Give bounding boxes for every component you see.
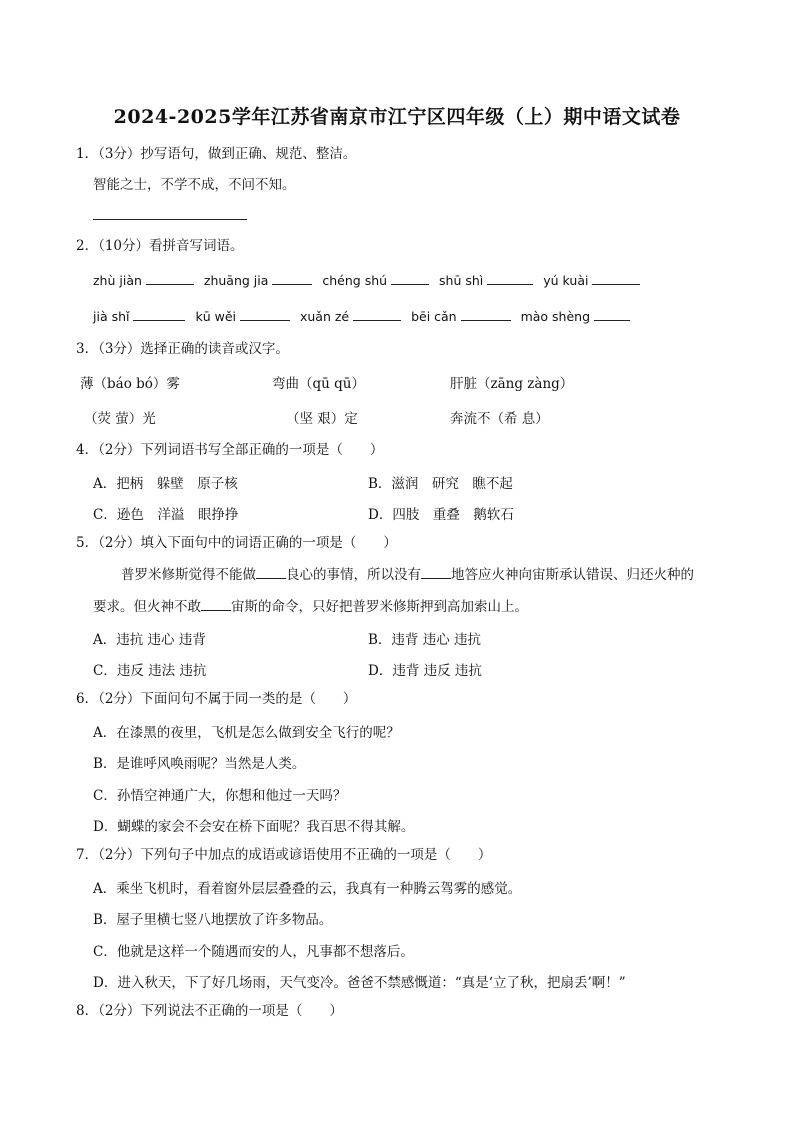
pinyin-blank[interactable] [461, 307, 511, 321]
q3-item: 弯曲（qū qū） [272, 376, 365, 392]
q5-text: 宙斯的命令，只好把普罗米修斯押到高加索山上。 [231, 599, 528, 615]
pinyin-text: xuǎn zé [299, 309, 350, 324]
q6-option-a[interactable]: A．在漆黑的夜里，飞机是怎么做到安全飞行的呢？ [93, 725, 400, 741]
pinyin-item [521, 307, 630, 324]
pinyin-text: zhuāng jia [203, 273, 269, 288]
pinyin-text: yú kuài [543, 273, 589, 288]
question-1-text: 智能之士，不学不成，不问不知。 [93, 177, 296, 193]
pinyin-row-1 [93, 271, 646, 288]
q5-passage-line-2 [93, 597, 528, 616]
q4-option-c[interactable]: C．逊色 洋溢 眼挣挣 [93, 507, 239, 523]
pinyin-text: jià shǐ [93, 309, 130, 324]
pinyin-text: zhù jiàn [93, 273, 142, 288]
pinyin-item [204, 271, 313, 288]
pinyin-text: shū shì [439, 273, 484, 288]
question-1-stem: 1．（3分）抄写语句，做到正确、规范、整洁。 [76, 146, 357, 162]
q5-blank[interactable] [256, 565, 286, 579]
pinyin-blank[interactable] [272, 271, 312, 285]
q5-text: 良心的事情，所以没有 [286, 567, 421, 583]
q3-item: 奔流不（希 息） [450, 411, 549, 427]
pinyin-item [93, 271, 194, 288]
q7-option-a[interactable]: A．乘坐飞机时，看着窗外层层叠叠的云，我真有一种腾云驾雾的感觉。 [93, 881, 522, 897]
q5-blank[interactable] [421, 565, 451, 579]
pinyin-item [195, 307, 290, 324]
pinyin-text: bēi cǎn [411, 309, 457, 324]
question-4-stem: 4．（2分）下列词语书写全部正确的一项是（ ） [76, 442, 384, 458]
pinyin-item [543, 271, 640, 288]
q4-option-a[interactable]: A．把柄 躲壁 原子核 [93, 476, 238, 492]
pinyin-row-2 [93, 307, 636, 324]
q6-option-c[interactable]: C．孙悟空神通广大，你想和他过一天吗？ [93, 788, 347, 804]
q6-option-d[interactable]: D．蝴蝶的家会不会安在桥下面呢？我百思不得其解。 [93, 819, 415, 835]
q3-item: （坚 艰）定 [286, 411, 358, 427]
pinyin-item [322, 271, 429, 288]
question-6-stem: 6．（2分）下面问句不属于同一类的是（ ） [76, 691, 357, 707]
pinyin-blank[interactable] [592, 271, 640, 285]
pinyin-blank[interactable] [391, 271, 429, 285]
question-3-stem: 3．（3分）选择正确的读音或汉字。 [76, 341, 289, 357]
q7-option-d[interactable]: D．进入秋天，下了好几场雨，天气变冷。爸爸不禁感慨道：“真是‘立了秋，把扇丢’啊！” [93, 975, 626, 991]
q5-text: 要求。但火神不敢 [93, 599, 201, 615]
pinyin-blank[interactable] [133, 307, 185, 321]
q4-option-d[interactable]: D．四肢 重叠 鹅软石 [368, 507, 514, 523]
answer-blank-line[interactable] [93, 219, 247, 220]
pinyin-blank[interactable] [146, 271, 194, 285]
q7-option-c[interactable]: C．他就是这样一个随遇而安的人，凡事都不想落后。 [93, 944, 414, 960]
q3-item: 肝脏（zāng zàng） [450, 376, 574, 392]
pinyin-text: kū wěi [195, 309, 236, 324]
q3-item: 薄（báo bó）雾 [80, 376, 180, 392]
q7-option-b[interactable]: B．屋子里横七竖八地摆放了许多物品。 [93, 912, 333, 928]
pinyin-item [300, 307, 401, 324]
pinyin-text: chéng shú [322, 273, 388, 288]
q3-item: （荧 萤）光 [84, 411, 156, 427]
pinyin-blank[interactable] [240, 307, 290, 321]
question-2-stem: 2．（10分）看拼音写词语。 [76, 238, 244, 254]
pinyin-blank[interactable] [594, 307, 630, 321]
q6-option-b[interactable]: B．是谁呼风唤雨呢？当然是人类。 [93, 756, 306, 772]
question-8-stem: 8．（2分）下列说法不正确的一项是（ ） [76, 1003, 343, 1019]
pinyin-blank[interactable] [353, 307, 401, 321]
question-7-stem: 7．（2分）下列句子中加点的成语或谚语使用不正确的一项是（ ） [76, 847, 492, 863]
pinyin-item [93, 307, 185, 324]
q5-text: 普罗米修斯觉得不能做 [121, 567, 256, 583]
pinyin-item [411, 307, 511, 324]
question-5-stem: 5．（2分）填入下面句中的词语正确的一项是（ ） [76, 535, 397, 551]
pinyin-text: mào shèng [520, 309, 591, 324]
q5-text: 地答应火神向宙斯承认错误、归还火种的 [451, 567, 694, 583]
pinyin-blank[interactable] [487, 271, 533, 285]
q5-option-b[interactable]: B．违背 违心 违抗 [368, 632, 482, 648]
q5-passage-line-1 [121, 565, 694, 584]
q5-option-d[interactable]: D．违背 违反 违抗 [368, 663, 482, 679]
q5-option-c[interactable]: C．违反 违法 违抗 [93, 663, 207, 679]
q5-blank[interactable] [201, 597, 231, 611]
q4-option-b[interactable]: B．滋润 研究 瞧不起 [368, 476, 513, 492]
exam-title: 2024-2025学年江苏省南京市江宁区四年级（上）期中语文试卷 [113, 106, 681, 128]
q5-option-a[interactable]: A．违抗 违心 违背 [93, 632, 206, 648]
pinyin-item [439, 271, 533, 288]
